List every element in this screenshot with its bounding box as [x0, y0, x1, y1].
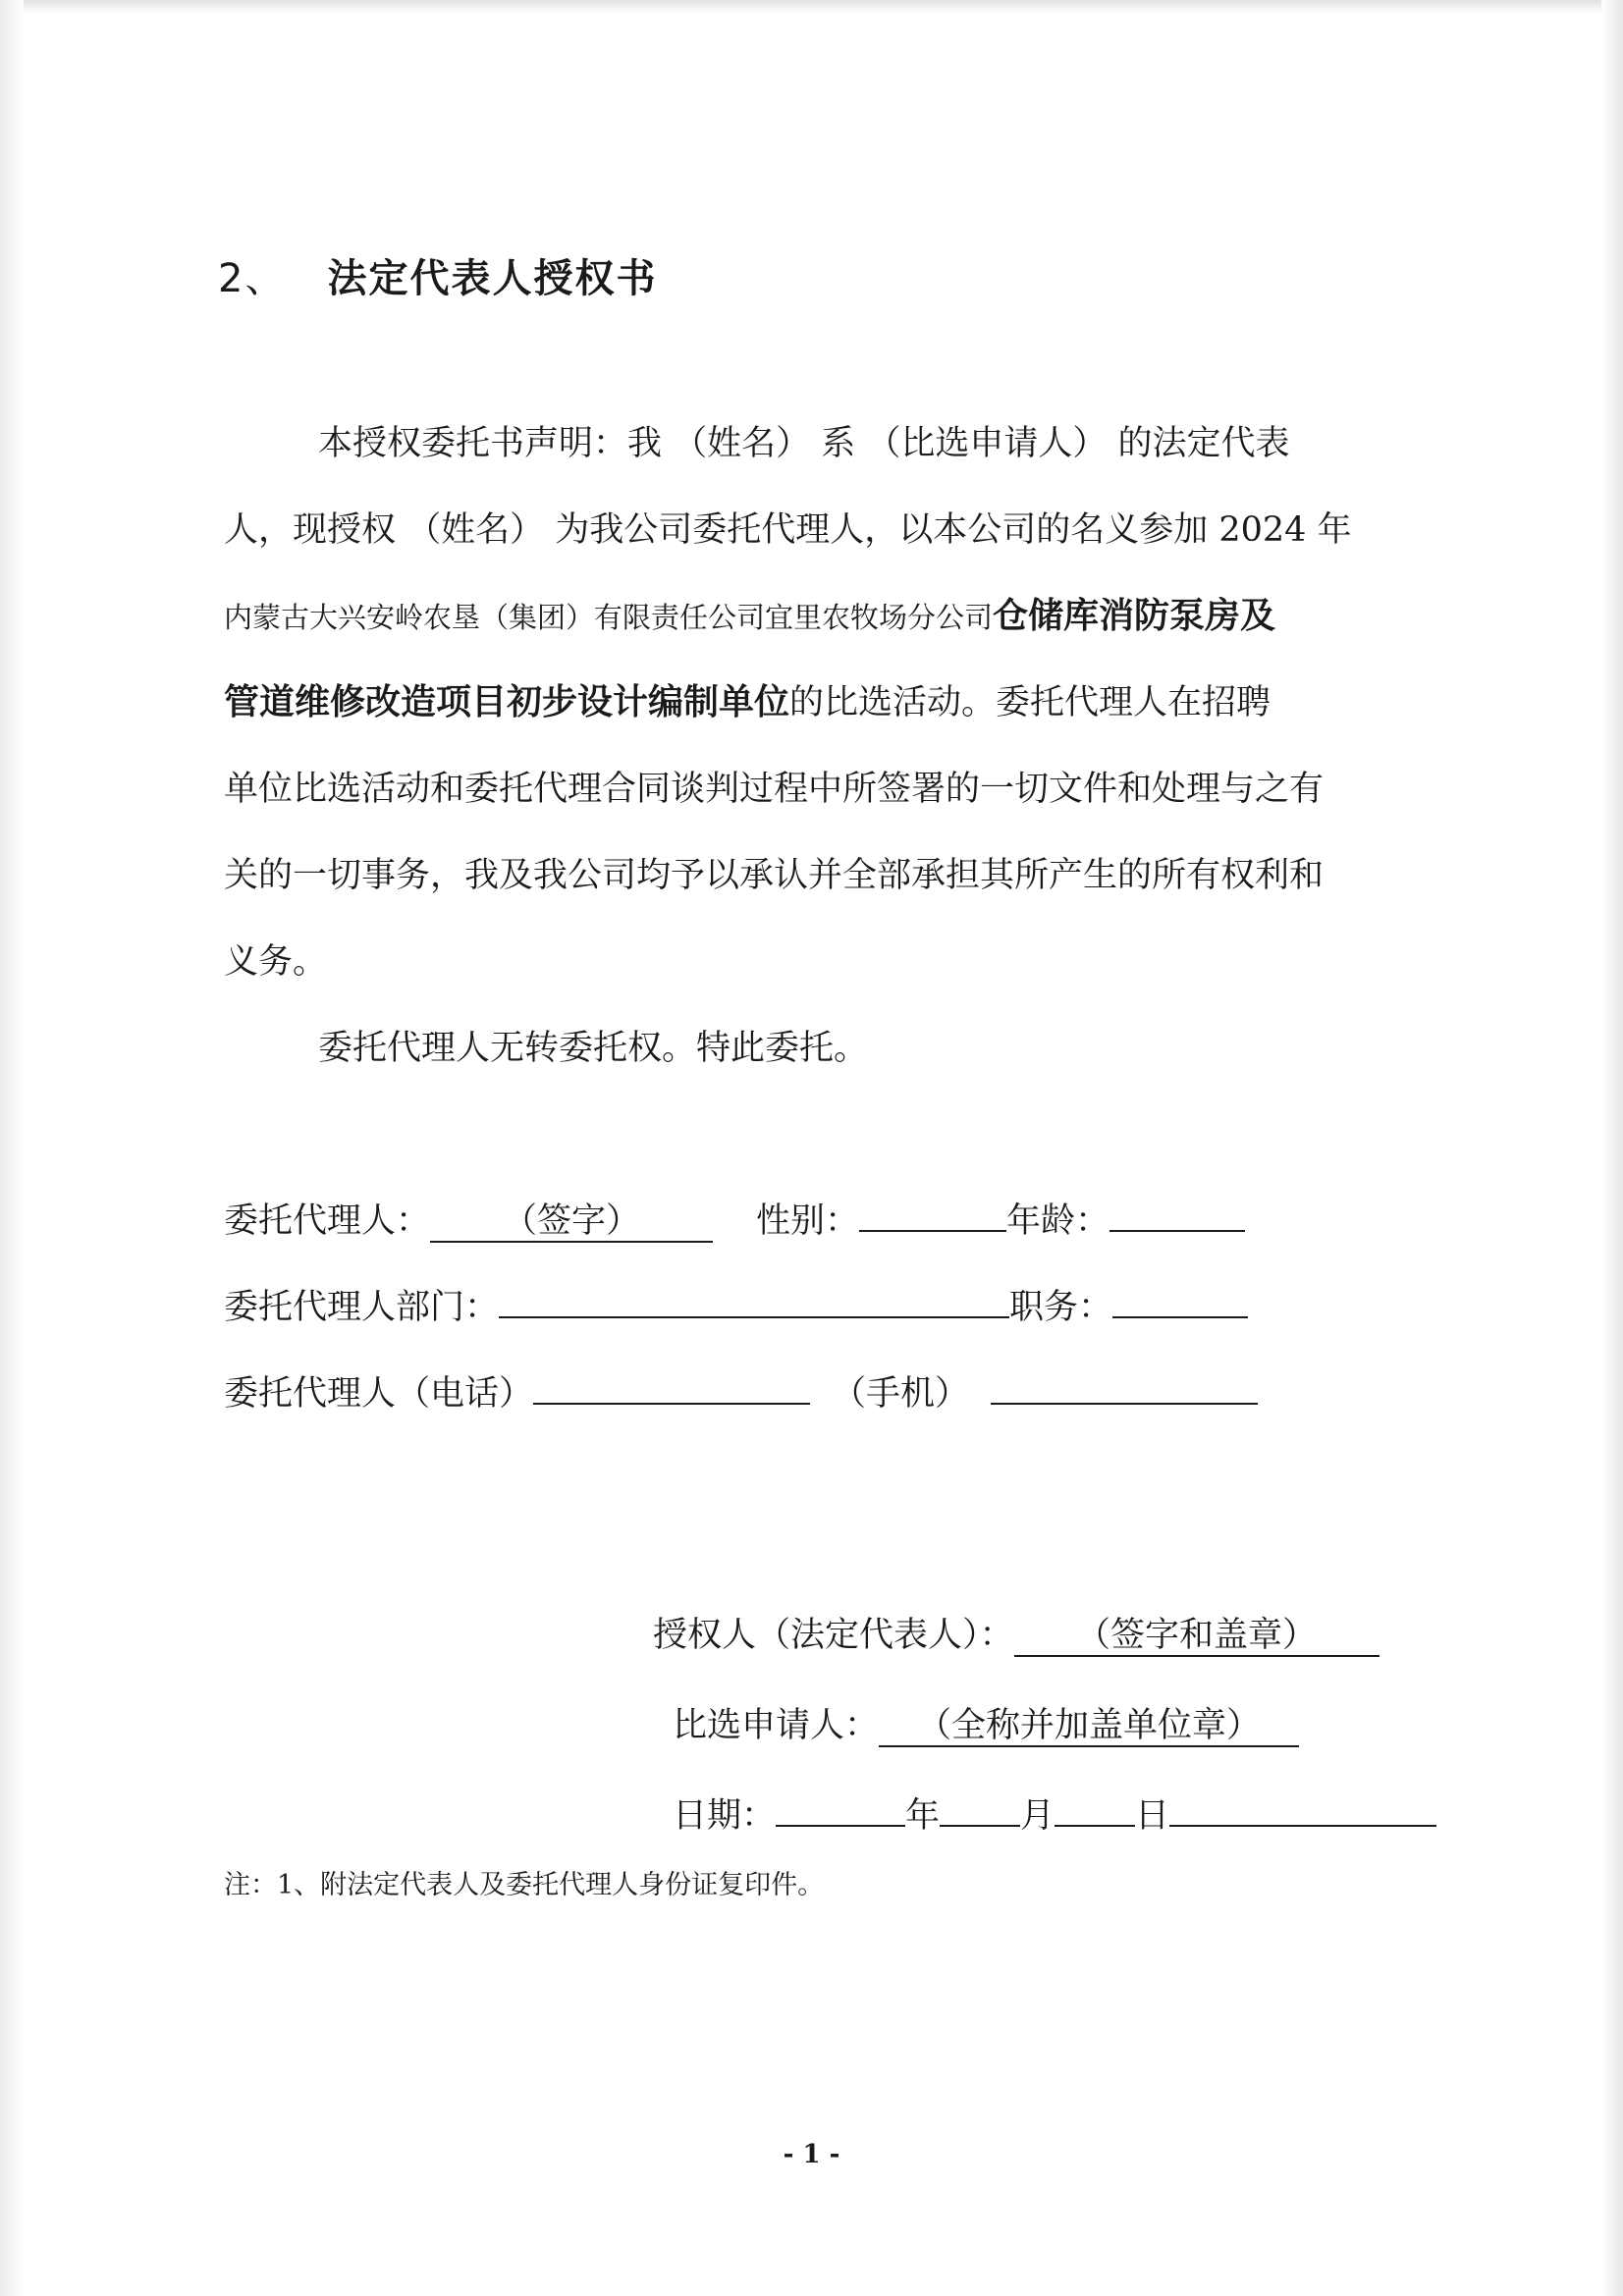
body-line-1: 本授权委托书声明：我 （姓名） 系 （比选申请人） 的法定代表	[318, 424, 1290, 463]
section-title: 法定代表人授权书	[327, 256, 658, 301]
footnote: 注：1、附法定代表人及委托代理人身份证复印件。	[224, 1870, 825, 1900]
body-line-2: 人，现授权 （姓名） 为我公司委托代理人，以本公司的名义参加 2024 年	[224, 510, 1352, 550]
body-line-3	[224, 573, 1432, 660]
page-number: - 1 -	[783, 2140, 840, 2169]
date-row	[653, 1771, 1436, 1861]
body-line-8: 委托代理人无转委托权。特此委托。	[318, 1029, 869, 1068]
age-label: 年龄：	[1006, 1201, 1110, 1241]
scan-edge-left	[0, 0, 24, 2296]
body-line-7: 义务。	[224, 942, 328, 982]
project-name-part-2: 管道维修改造项目初步设计编制单位	[224, 682, 790, 722]
applicant-field[interactable]: （全称并加盖单位章）	[879, 1706, 1299, 1747]
agent-info-form	[224, 1178, 1258, 1437]
day-label: 日	[1135, 1796, 1170, 1836]
scan-edge-top	[0, 0, 1623, 14]
project-name-part-1: 仓储库消防泵房及	[993, 596, 1276, 636]
phone-row	[224, 1351, 1258, 1437]
mobile-field[interactable]	[991, 1403, 1258, 1405]
year-label: 年	[905, 1796, 941, 1836]
date-label: 日期：	[673, 1796, 777, 1836]
body-line-4	[224, 660, 1432, 746]
gender-label: 性别：	[756, 1201, 860, 1241]
age-field[interactable]	[1109, 1230, 1245, 1232]
dept-field[interactable]	[499, 1316, 1009, 1318]
phone-field[interactable]	[533, 1403, 810, 1405]
section-heading	[218, 247, 657, 303]
section-number: 2、	[218, 256, 287, 301]
signature-block	[653, 1590, 1436, 1861]
mobile-label: （手机）	[832, 1374, 970, 1414]
authorizer-label: 授权人（法定代表人）：	[653, 1616, 1014, 1655]
dept-label: 委托代理人部门：	[224, 1288, 500, 1327]
agent-signature-field[interactable]: （签字）	[430, 1201, 713, 1243]
body-line-6: 关的一切事务，我及我公司均予以承认并全部承担其所产生的所有权利和	[224, 856, 1325, 895]
applicant-label: 比选申请人：	[673, 1706, 880, 1745]
phone-label: 委托代理人（电话）	[224, 1374, 534, 1414]
month-field[interactable]	[940, 1825, 1020, 1827]
scan-edge-right	[1601, 0, 1623, 2296]
position-label: 职务：	[1009, 1288, 1113, 1327]
body-line-4-rest: 的比选活动。委托代理人在招聘	[789, 683, 1271, 722]
position-field[interactable]	[1112, 1316, 1248, 1318]
dept-row	[224, 1264, 1258, 1351]
agent-label: 委托代理人：	[224, 1201, 431, 1241]
date-extra-field[interactable]	[1169, 1825, 1436, 1827]
month-label: 月	[1020, 1796, 1055, 1836]
year-field[interactable]	[776, 1825, 905, 1827]
body-line-5: 单位比选活动和委托代理合同谈判过程中所签署的一切文件和处理与之有	[224, 770, 1325, 809]
applicant-row	[653, 1681, 1436, 1771]
agent-row	[224, 1178, 1258, 1264]
gender-field[interactable]	[859, 1230, 1006, 1232]
company-name: 内蒙古大兴安岭农垦（集团）有限责任公司宜里农牧场分公司	[224, 601, 994, 634]
day-field[interactable]	[1055, 1825, 1135, 1827]
authorizer-signature-field[interactable]: （签字和盖章）	[1014, 1616, 1380, 1657]
authorizer-row	[653, 1590, 1436, 1681]
authorization-body	[224, 400, 1432, 1092]
